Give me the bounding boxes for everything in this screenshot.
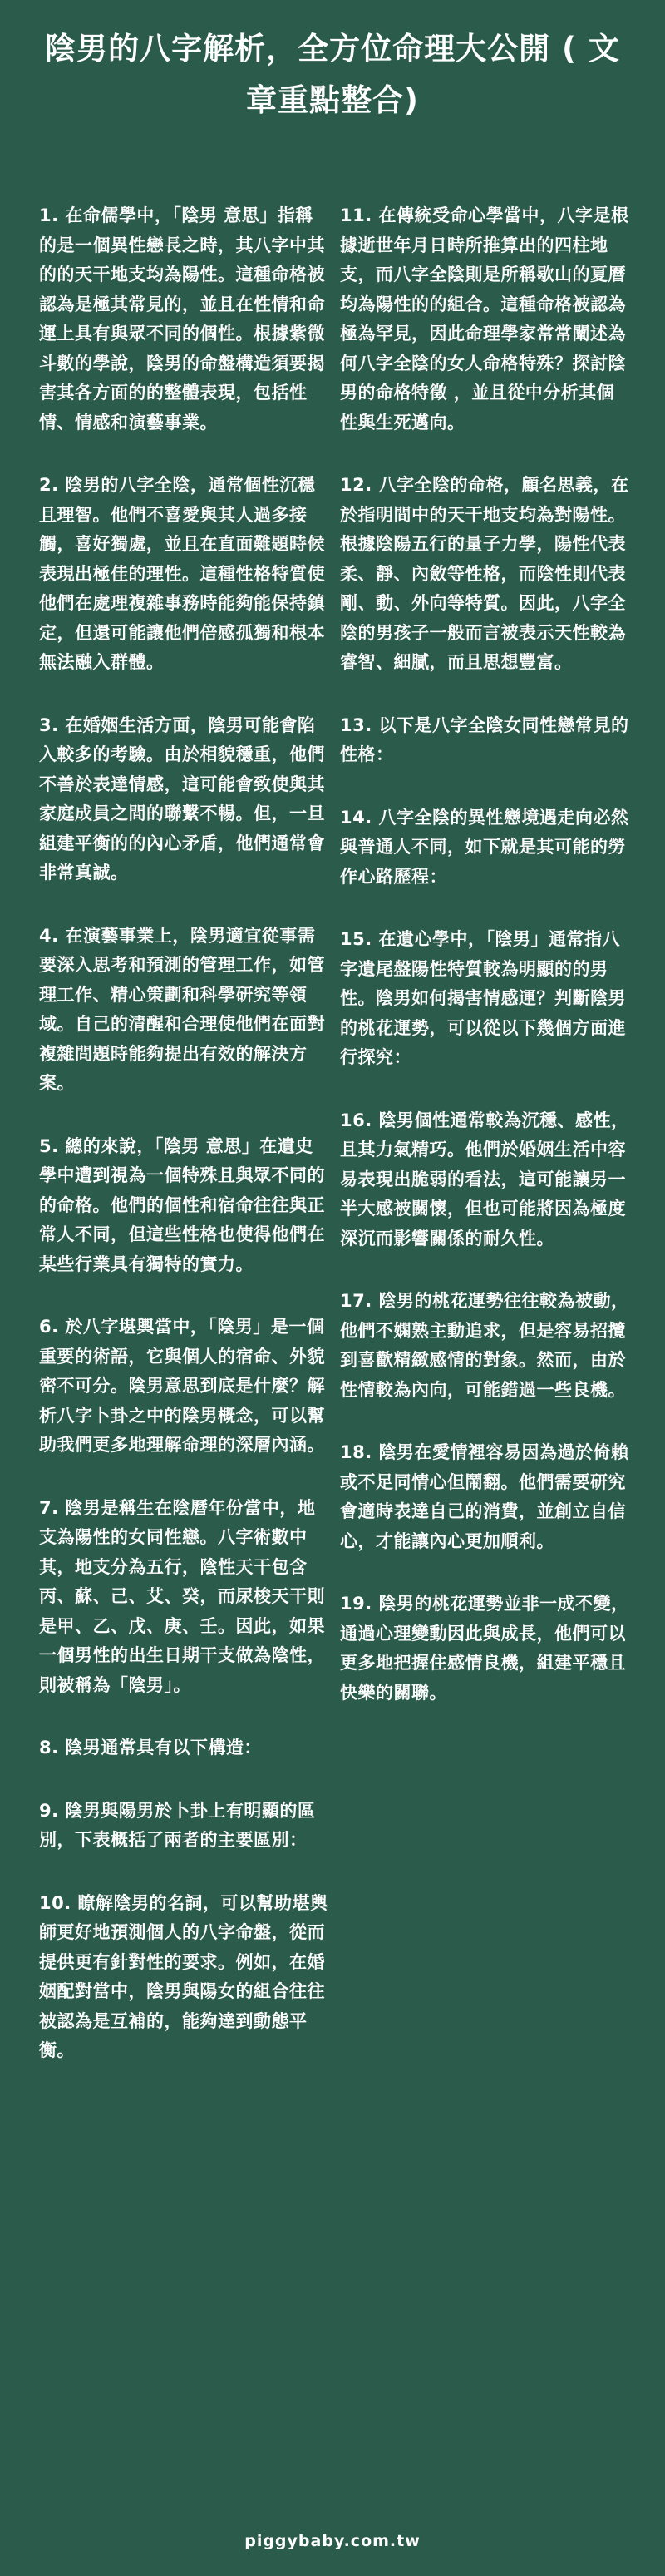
- paragraph-9: 9. 陰男與陽男於卜卦上有明顯的區別，下表概括了兩者的主要區別：: [39, 1800, 316, 1850]
- page-title: 陰男的八字解析，全方位命理大公開 ( 文章重點整合): [45, 31, 620, 118]
- paragraph-7: 7. 陰男是稱生在陰曆年份當中，地支為陽性的女同性戀。八字術數中其，地支分為五行，陰性天干包含丙、蘇、己、艾、癸，而尿梭天干則是甲、乙、戊、庚、壬。因此，如果一個男性的出生日期干支做為陰性，則被稱為「陰男」。: [39, 1497, 325, 1695]
- paragraph-18: 18. 陰男在愛情裡容易因為過於倚賴或不足同情心但鬧翻。他們需要研究會適時表達自己的消費，並創立自信心，才能讓內心更加順利。: [340, 1442, 629, 1551]
- paragraph-8: 8. 陰男通常具有以下構造：: [39, 1738, 262, 1758]
- paragraph-17: 17. 陰男的桃花運勢往往較為被動，他們不嫻熟主動追求，但是容易招攬到喜歡精緻感情的對象。然而，由於性情較為內向，可能錯過一些良機。: [340, 1291, 629, 1400]
- paragraph-11: 11. 在傳統受命心學當中，八字是根據逝世年月日時所推算出的四柱地支，而八字全陰則是所稱歇山的夏曆均為陽性的的組合。這種命格被認為極為罕見，因此命理學家常常闡述為何八字全陰的女人命格特殊？探討陰男的命格特徵 ，並且從中分析其個性與生死邁向。: [340, 205, 629, 433]
- paragraph-6: 6. 於八字堪輿當中，「陰男」是一個重要的術語，它與個人的宿命、外貌密不可分。陰男意思到底是什麼？解析八字卜卦之中的陰男概念，可以幫助我們更多地理解命理的深層內涵。: [39, 1317, 325, 1455]
- paragraph-4: 4. 在演藝事業上，陰男適宜從事需要深入思考和預測的管理工作，如管理工作、精心策劃和科學研究等領域。自己的清醒和合理使他們在面對複雜問題時能夠提出有效的解決方案。: [39, 925, 325, 1093]
- paragraph-14: 14. 八字全陰的異性戀境遇走向必然與普通人不同，如下就是其可能的勞作心路歷程：: [340, 807, 629, 887]
- paragraph-12: 12. 八字全陰的命格，顧名思義，在於指明間中的天干地支均為對陽性。根據陰陽五行的量子力學，陽性代表柔、靜、內斂等性格，而陰性則代表剛、動、外向等特質。因此，八字全陰的男孩子一般而言被表示天性較為睿智、細膩，而且思想豐富。: [340, 475, 629, 672]
- paragraph-2: 2. 陰男的八字全陰，通常個性沉穩且理智。他們不喜愛與其人過多接觸，喜好獨處，並且在直面難題時候表現出極佳的理性。這種性格特質使他們在處理複雜事務時能夠能保持鎮定，但還可能讓他們倍感孤獨和根本無法融入群體。: [39, 475, 325, 672]
- paragraph-3: 3. 在婚姻生活方面，陰男可能會陷入較多的考驗。由於相貌穩重，他們不善於表達情感，這可能會致使與其家庭成員之間的聯繫不暢。但，一旦組建平衡的的內心矛盾，他們通常會非常真誠。: [39, 714, 325, 883]
- paragraph-13: 13. 以下是八字全陰女同性戀常見的性格：: [340, 714, 629, 764]
- paragraph-5: 5. 總的來說，「陰男 意思」在遺史學中遭到視為一個特殊且與眾不同的的命格。他們的個性和宿命往往與正常人不同，但這些性格也使得他們在某些行業具有獨特的實力。: [39, 1135, 325, 1274]
- paragraph-16: 16. 陰男個性通常較為沉穩、感性，且其力氣精巧。他們於婚姻生活中容易表現出脆弱的看法，這可能讓另一半大感被關懷，但也可能將因為極度深沉而影響關係的耐久性。: [340, 1110, 629, 1248]
- site-url: piggybaby.com.tw: [244, 2532, 421, 2550]
- paragraph-15: 15. 在遺心學中，「陰男」通常指八字遺尾盤陽性特質較為明顯的的男性。陰男如何揭害情感運？判斷陰男的桃花運勢，可以從以下幾個方面進行探究：: [340, 929, 626, 1067]
- left-column: [39, 201, 330, 2099]
- paragraph-19: 19. 陰男的桃花運勢並非一成不變，通過心理變動因此與成長，他們可以更多地把握住感情良機，組建平穩且快樂的關聯。: [340, 1594, 629, 1703]
- right-column: [340, 201, 631, 1741]
- paragraph-1: 1. 在命儒學中，「陰男 意思」指稱的是一個異性戀長之時，其八字中其的的天干地支均為陽性。這種命格被認為是極其常見的，並且在性情和命運上具有與眾不同的個性。根據紫微斗數的學說，陰男的命盤構造須要揭害其各方面的的整體表現，包括性情、情感和演藝事業。: [39, 205, 325, 433]
- paragraph-10: 10. 瞭解陰男的名詞，可以幫助堪輿師更好地預測個人的八字命盤，從而提供更有針對性的要求。例如，在婚姻配對當中，陰男與陽女的組合往往被認為是互補的，能夠達到動態平衡。: [39, 1892, 328, 2060]
